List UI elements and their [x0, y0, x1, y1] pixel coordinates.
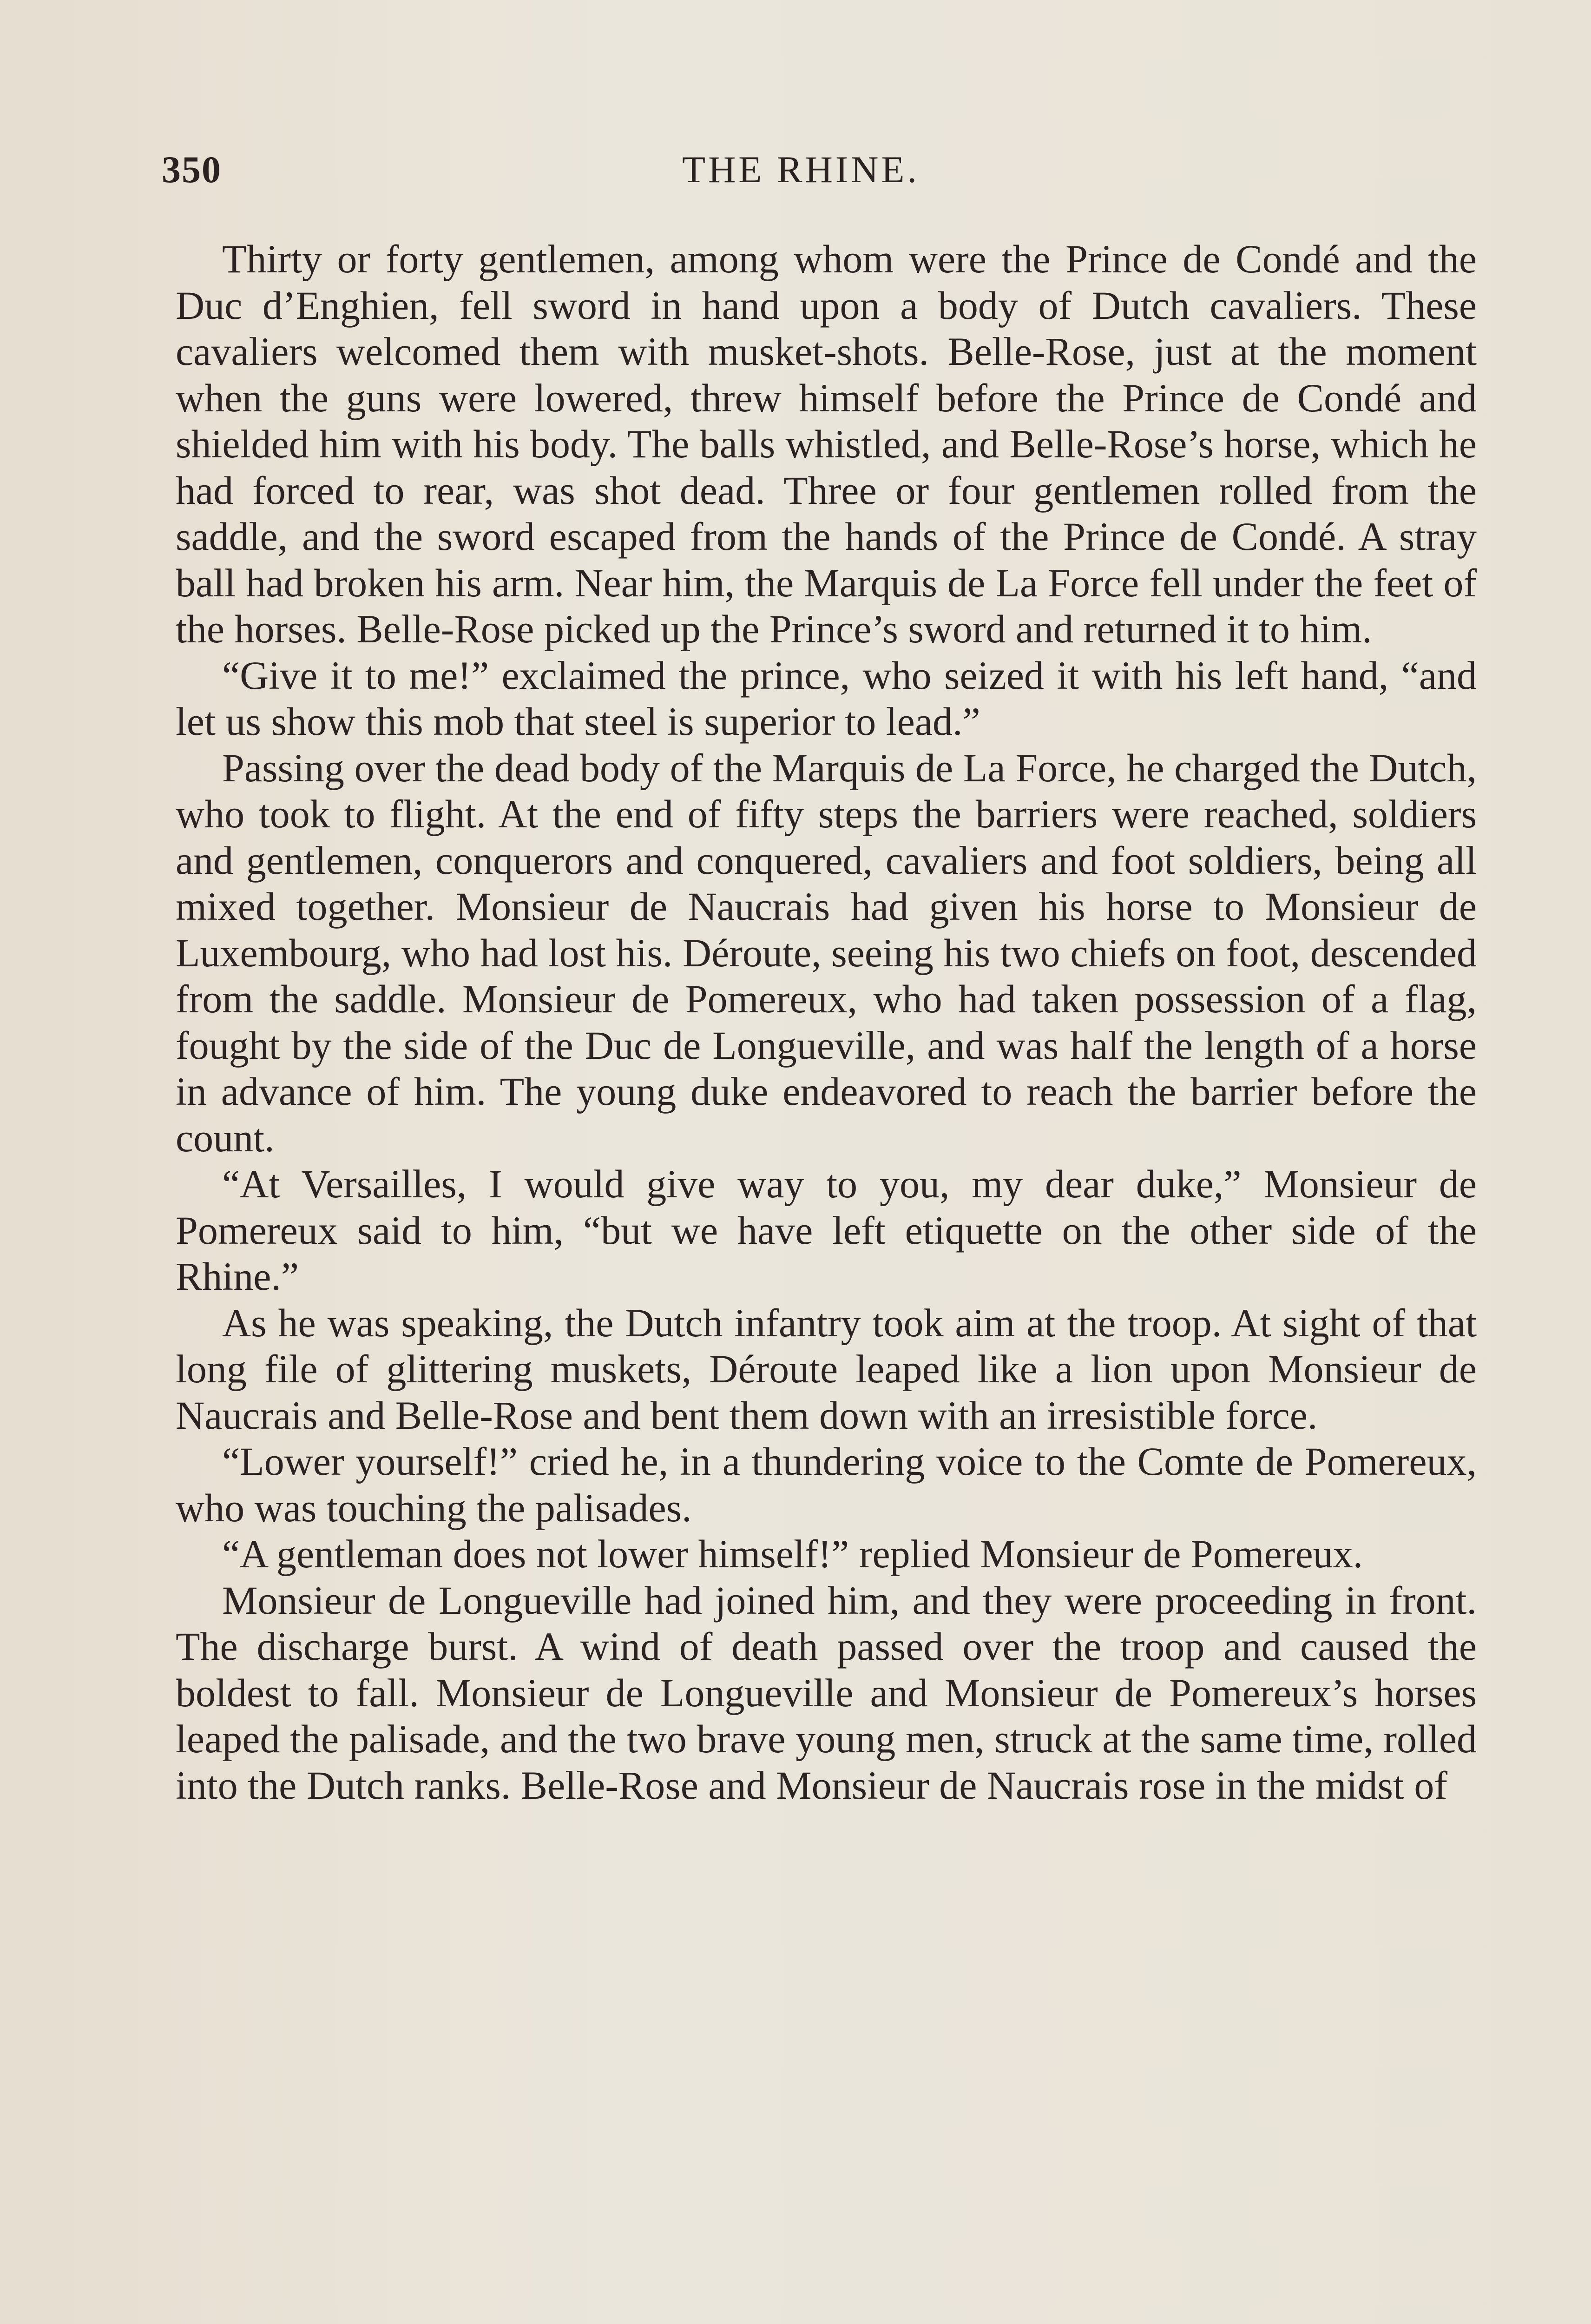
paragraph: “Give it to me!” exclaimed the prince, who seized it with his left hand, “and let us show this mob that steel is superior to lead.”	[176, 653, 1477, 744]
paragraph: “A gentleman does not lower himself!” replied Monsieur de Pomereux.	[222, 1532, 1363, 1576]
paragraph: Thirty or forty gentlemen, among whom were the Prince de Condé and the Duc d’Enghien, fell sword in hand upon a body of Dutch cavaliers. These cavaliers welcomed them with musket-shots. Belle-Rose, just at the moment when the guns were lowered, threw himself before the Prince de Condé and shielded him with his body. The balls whistled, and Belle-Rose’s horse, which he had forced to rear, was shot dead. Three or four gentlemen rolled from the saddle, and the sword escaped from the hands of the Prince de Condé. A stray ball had broken his arm. Near him, the Marquis de La Force fell under the feet of the horses. Belle-Rose picked up the Prince’s sword and returned it to him.	[176, 237, 1477, 651]
paragraph: “At Versailles, I would give way to you, my dear duke,” Monsieur de Pomereux said to him, “but we have left etiquette on the other side of the Rhine.”	[176, 1162, 1477, 1299]
paragraph: Monsieur de Longueville had joined him, and they were proceeding in front. The discharge burst. A wind of death passed over the troop and caused the boldest to fall. Monsieur de Longueville and Monsieur de Pomereux’s horses leaped the palisade, and the two brave young men, struck at the same time, rolled into the Dutch ranks. Belle-Rose and Monsieur de Naucrais rose in the midst of	[176, 1578, 1477, 1808]
page-number: 350	[162, 148, 222, 191]
paragraph: “Lower yourself!” cried he, in a thundering voice to the Comte de Pomereux, who was touching the palisades.	[176, 1439, 1477, 1530]
paragraph: As he was speaking, the Dutch infantry took aim at the troop. At sight of that long file of glittering muskets, Déroute leaped like a lion upon Monsieur de Naucrais and Belle-Rose and bent them down with an irresistible force.	[176, 1300, 1477, 1438]
running-title: THE RHINE.	[682, 148, 920, 191]
page-header	[162, 148, 1477, 199]
paragraph: Passing over the dead body of the Marquis de La Force, he charged the Dutch, who took to flight. At the end of fifty steps the barriers were reached, soldiers and gentlemen, conquerors and conquered, cavaliers and foot soldiers, being all mixed together. Monsieur de Naucrais had given his horse to Monsieur de Luxembourg, who had lost his. Déroute, seeing his two chiefs on foot, descended from the saddle. Monsieur de Pomereux, who had taken possession of a flag, fought by the side of the Duc de Longueville, and was half the length of a horse in advance of him. The young duke endeavored to reach the barrier before the count.	[176, 745, 1477, 1160]
body-text	[176, 236, 1477, 1809]
